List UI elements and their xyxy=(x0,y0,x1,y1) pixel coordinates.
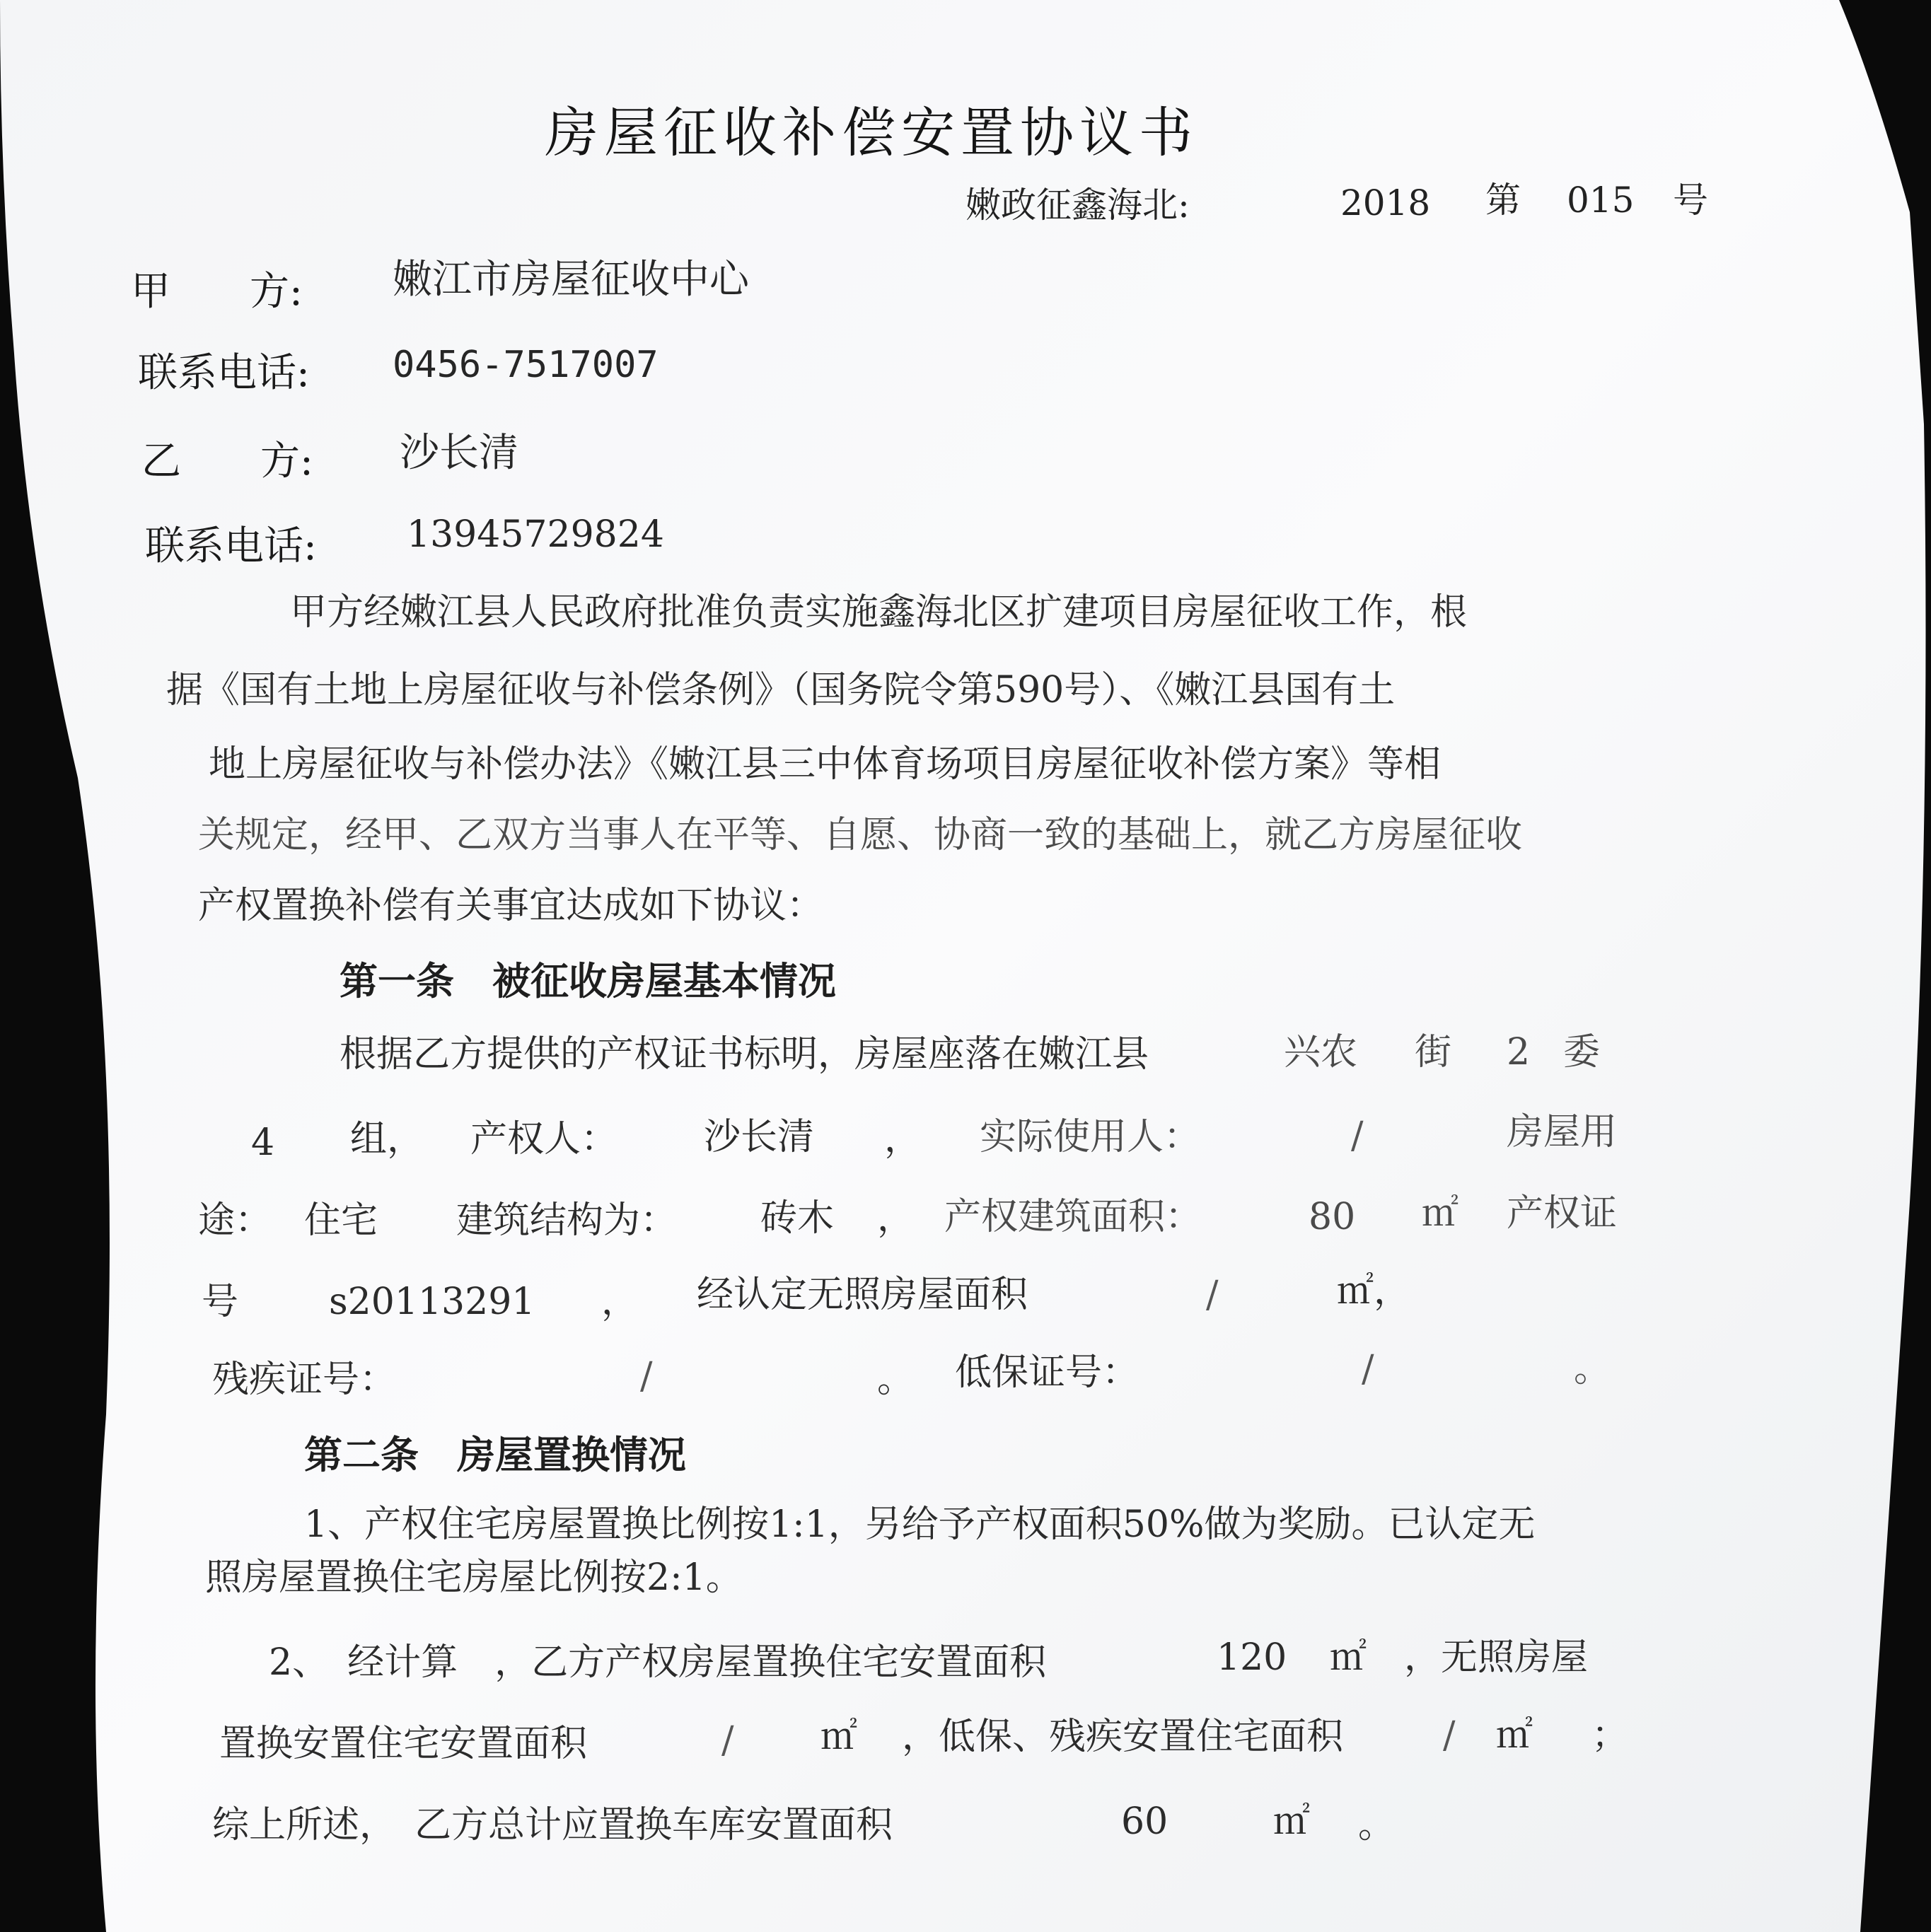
article-2-item-2-lowincome: / xyxy=(1443,1714,1456,1757)
preamble-line-2: 据《国有土地上房屋征收与补偿条例》（国务院令第590号）、《嫩江县国有土 xyxy=(166,669,1396,711)
article-1-cert-no: s20113291 xyxy=(329,1281,535,1323)
party-b-name: 沙长清 xyxy=(400,430,518,476)
article-2-item-2-text-b: ，无照房屋 xyxy=(1404,1636,1589,1679)
article-2-heading: 第二条 房屋置换情况 xyxy=(304,1432,686,1477)
article-1-period: 。 xyxy=(877,1358,915,1401)
doc-number-year: 2018 xyxy=(1340,182,1431,223)
article-1-cert-label-b: 号 xyxy=(202,1281,239,1323)
article-1-structure: 砖木 xyxy=(760,1197,835,1240)
doc-number-no: 015 xyxy=(1567,180,1635,221)
party-b-label: 乙 方: xyxy=(141,438,313,484)
doc-number-di: 第 xyxy=(1485,180,1521,221)
article-1-area-unit: ㎡ xyxy=(1422,1192,1459,1235)
article-2-item-2-text-e: 综上所述， 乙方总计应置换车库安置面积 xyxy=(212,1804,893,1846)
article-2-item-2-unlicensed: / xyxy=(721,1719,734,1762)
article-2-item-2-text-a: 2、 经计算 ，乙方产权房屋置换住宅安置面积 xyxy=(269,1641,1047,1684)
article-1-disability-label: 残疾证号： xyxy=(212,1358,397,1401)
preamble-line-5: 产权置换补偿有关事宜达成如下协议： xyxy=(198,885,824,927)
article-2-garage-area: 60 xyxy=(1121,1800,1169,1843)
doc-number-hao: 号 xyxy=(1673,180,1708,221)
article-1-owner: 沙长清 xyxy=(704,1116,815,1158)
article-1-user-label: 实际使用人： xyxy=(980,1116,1201,1158)
article-1-cert-label-a: 产权证 xyxy=(1507,1192,1618,1235)
article-2-item-2-text-d: ，低保、残疾安置住宅面积 xyxy=(902,1716,1344,1758)
article-1-group-no: 4 xyxy=(251,1122,275,1164)
article-1-comma-3: ， xyxy=(601,1281,639,1323)
article-1-use: 住宅 xyxy=(304,1199,378,1242)
article-2-item-2-unit-2: ㎡ xyxy=(820,1716,858,1758)
article-2-item-1-line-2: 照房屋置换住宅房屋比例按2:1。 xyxy=(205,1556,743,1599)
article-1-comma: ， xyxy=(884,1118,922,1160)
article-2-item-2-unit: ㎡ xyxy=(1330,1636,1367,1679)
article-1-heading: 第一条 被征收房屋基本情况 xyxy=(340,958,836,1003)
article-1-area-label: 产权建筑面积： xyxy=(944,1196,1202,1238)
party-a-phone-label: 联系电话: xyxy=(138,350,310,396)
article-1-lowincome-label: 低保证号： xyxy=(955,1351,1140,1394)
article-1-committee-label: 委 xyxy=(1563,1031,1601,1073)
article-2-item-2-unit-3: ㎡ xyxy=(1496,1714,1533,1757)
article-2-garage-unit: ㎡ xyxy=(1273,1800,1311,1843)
article-1-owner-label: 产权人： xyxy=(470,1118,618,1160)
article-1-lowincome-no: / xyxy=(1362,1348,1374,1390)
article-1-disability-no: / xyxy=(640,1355,653,1397)
article-1-comma-2: ， xyxy=(877,1197,915,1240)
article-1-group-label: 组， xyxy=(350,1118,424,1160)
article-1-period-2: 。 xyxy=(1574,1348,1611,1390)
article-2-item-2-semicolon: ； xyxy=(1591,1714,1629,1757)
article-1-committee-no: 2 xyxy=(1507,1031,1531,1073)
article-2-item-1-line-1: 1、产权住宅房屋置换比例按1:1，另给予产权面积50%做为奖励。已认定无 xyxy=(304,1503,1536,1546)
party-b-phone: 13945729824 xyxy=(407,513,664,556)
article-2-item-2-end: 。 xyxy=(1358,1804,1396,1846)
party-a-label: 甲 方: xyxy=(131,269,303,315)
party-b-phone-label: 联系电话: xyxy=(145,523,317,569)
article-1-area: 80 xyxy=(1309,1196,1356,1238)
preamble-line-1: 甲方经嫩江县人民政府批准负责实施鑫海北区扩建项目房屋征收工作，根 xyxy=(290,591,1468,634)
article-1-unlicensed-unit: ㎡， xyxy=(1337,1270,1411,1313)
article-1-unlicensed-label: 经认定无照房屋面积 xyxy=(697,1274,1028,1316)
article-2-item-2-text-c: 置换安置住宅安置面积 xyxy=(219,1723,588,1765)
article-1-use-label-b: 途： xyxy=(198,1199,272,1242)
article-1-unlicensed-area: / xyxy=(1206,1274,1219,1316)
party-a-name: 嫩江市房屋征收中心 xyxy=(393,257,749,303)
article-2-item-2-area: 120 xyxy=(1217,1636,1287,1679)
doc-number-prefix: 嫩政征鑫海北: xyxy=(966,185,1190,226)
article-1-street-label: 街 xyxy=(1415,1031,1452,1073)
article-1-use-label-a: 房屋用 xyxy=(1507,1111,1618,1153)
preamble-line-4: 关规定，经甲、乙双方当事人在平等、自愿、协商一致的基础上，就乙方房屋征收 xyxy=(198,814,1523,856)
party-a-phone: 0456-7517007 xyxy=(393,344,659,386)
article-1-user: / xyxy=(1351,1115,1364,1157)
preamble-line-3: 地上房屋征收与补偿办法》《嫩江县三中体育场项目房屋征收补偿方案》等相 xyxy=(209,743,1442,786)
article-1-location-text: 根据乙方提供的产权证书标明，房屋座落在嫩江县 xyxy=(340,1033,1149,1076)
article-1-street: 兴农 xyxy=(1284,1031,1358,1073)
article-1-structure-label: 建筑结构为： xyxy=(456,1199,678,1242)
document-title: 房屋征收补偿安置协议书 xyxy=(545,101,1198,164)
